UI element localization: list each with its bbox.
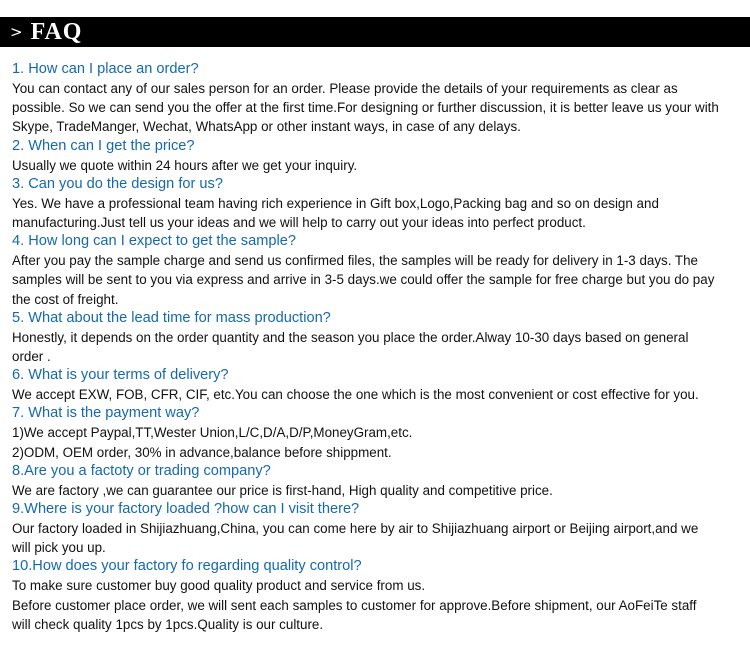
faq-answer-line: the cost of freight. (12, 291, 119, 307)
faq-answer (12, 79, 742, 137)
page-title: FAQ (30, 18, 83, 45)
faq-question: 3. Can you do the design for us? (12, 175, 223, 192)
chevron-right-icon: > (10, 23, 23, 41)
faq-item-location (12, 500, 742, 557)
faq-header-bar (0, 17, 750, 47)
faq-answer-line: After you pay the sample charge and send us confirmed files, the samples will be ready for delivery in 1-3 days. The (12, 253, 699, 269)
faq-item-quality (12, 557, 742, 634)
faq-answer-line: We accept EXW, FOB, CFR, CIF, etc.You can choose the one which is the most convenient or cost effective for you. (12, 387, 699, 403)
faq-question: 2. When can I get the price? (12, 137, 195, 154)
faq-item-payment (12, 404, 742, 461)
faq-answer-line: To make sure customer buy good quality product and service from us. (12, 578, 426, 594)
faq-answer-line: Yes. We have a professional team having rich experience in Gift box,Logo,Packing bag and so on design and (12, 195, 659, 211)
faq-answer-line: Skype, TradeManger, Wechat, WhatsApp or other instant ways, in case of any delays. (12, 119, 521, 135)
faq-question: 10.How does your factory fo regarding quality control? (12, 558, 362, 575)
faq-answer-line: samples will be sent to you via express and arrive in 3-5 days.we could offer the sample for free charge but you do pay (12, 272, 715, 288)
faq-question: 7. What is the payment way? (12, 405, 200, 422)
faq-answer-line: Our factory loaded in Shijiazhuang,China, you can come here by air to Shijiazhuang airport or Beijing airport,and we (12, 521, 699, 537)
faq-answer-line: We are factory ,we can guarantee our price is first-hand, High quality and competitive price. (12, 482, 553, 498)
faq-answer (12, 423, 742, 461)
faq-item-lead-time (12, 309, 742, 366)
faq-answer-line: Usually we quote within 24 hours after we get your inquiry. (12, 157, 358, 173)
faq-answer-line: possible. So we can send you the offer at the first time.For designing or further discussion, it is better leave us your with (12, 100, 719, 116)
faq-answer-line: 1)We accept Paypal,TT,Wester Union,L/C,D/A,D/P,MoneyGram,etc. (12, 425, 413, 441)
faq-answer-line: will check quality 1pcs by 1pcs.Quality is our culture. (12, 616, 324, 632)
faq-answer (12, 328, 742, 366)
faq-answer (12, 385, 742, 404)
faq-answer (12, 576, 742, 634)
faq-answer-line: Honestly, it depends on the order quantity and the season you place the order.Alway 10-30 days based on general (12, 329, 689, 345)
faq-answer (12, 194, 742, 232)
faq-question: 4. How long can I expect to get the sample? (12, 233, 296, 250)
faq-answer-line: will pick you up. (12, 540, 106, 556)
faq-question: 9.Where is your factory loaded ?how can I visit there? (12, 501, 360, 518)
faq-answer (12, 251, 742, 309)
faq-question: 1. How can I place an order? (12, 61, 199, 77)
faq-item-sample (12, 232, 742, 309)
faq-answer-line: manufacturing.Just tell us your ideas and we will help to carry out your ideas into perfect product. (12, 215, 586, 231)
faq-question: 8.Are you a factoty or trading company? (12, 462, 271, 479)
faq-answer-line: 2)ODM, OEM order, 30% in advance,balance before shippment. (12, 444, 392, 460)
faq-answer-line: You can contact any of our sales person for an order. Please provide the details of your requirements as clear as (12, 81, 678, 96)
faq-answer-line: order . (12, 349, 51, 365)
faq-answer (12, 156, 742, 175)
faq-item-price (12, 137, 742, 175)
faq-item-delivery (12, 366, 742, 404)
faq-list (12, 60, 742, 634)
faq-item-design (12, 175, 742, 232)
faq-answer (12, 481, 742, 500)
faq-question: 6. What is your terms of delivery? (12, 367, 229, 384)
faq-item-order (12, 60, 742, 137)
faq-question: 5. What about the lead time for mass production? (12, 309, 331, 326)
faq-answer-line: Before customer place order, we will sent each samples to customer for approve.Before shipment, our AoFeiTe staff (12, 597, 697, 613)
faq-item-factory (12, 462, 742, 500)
faq-answer (12, 519, 742, 557)
